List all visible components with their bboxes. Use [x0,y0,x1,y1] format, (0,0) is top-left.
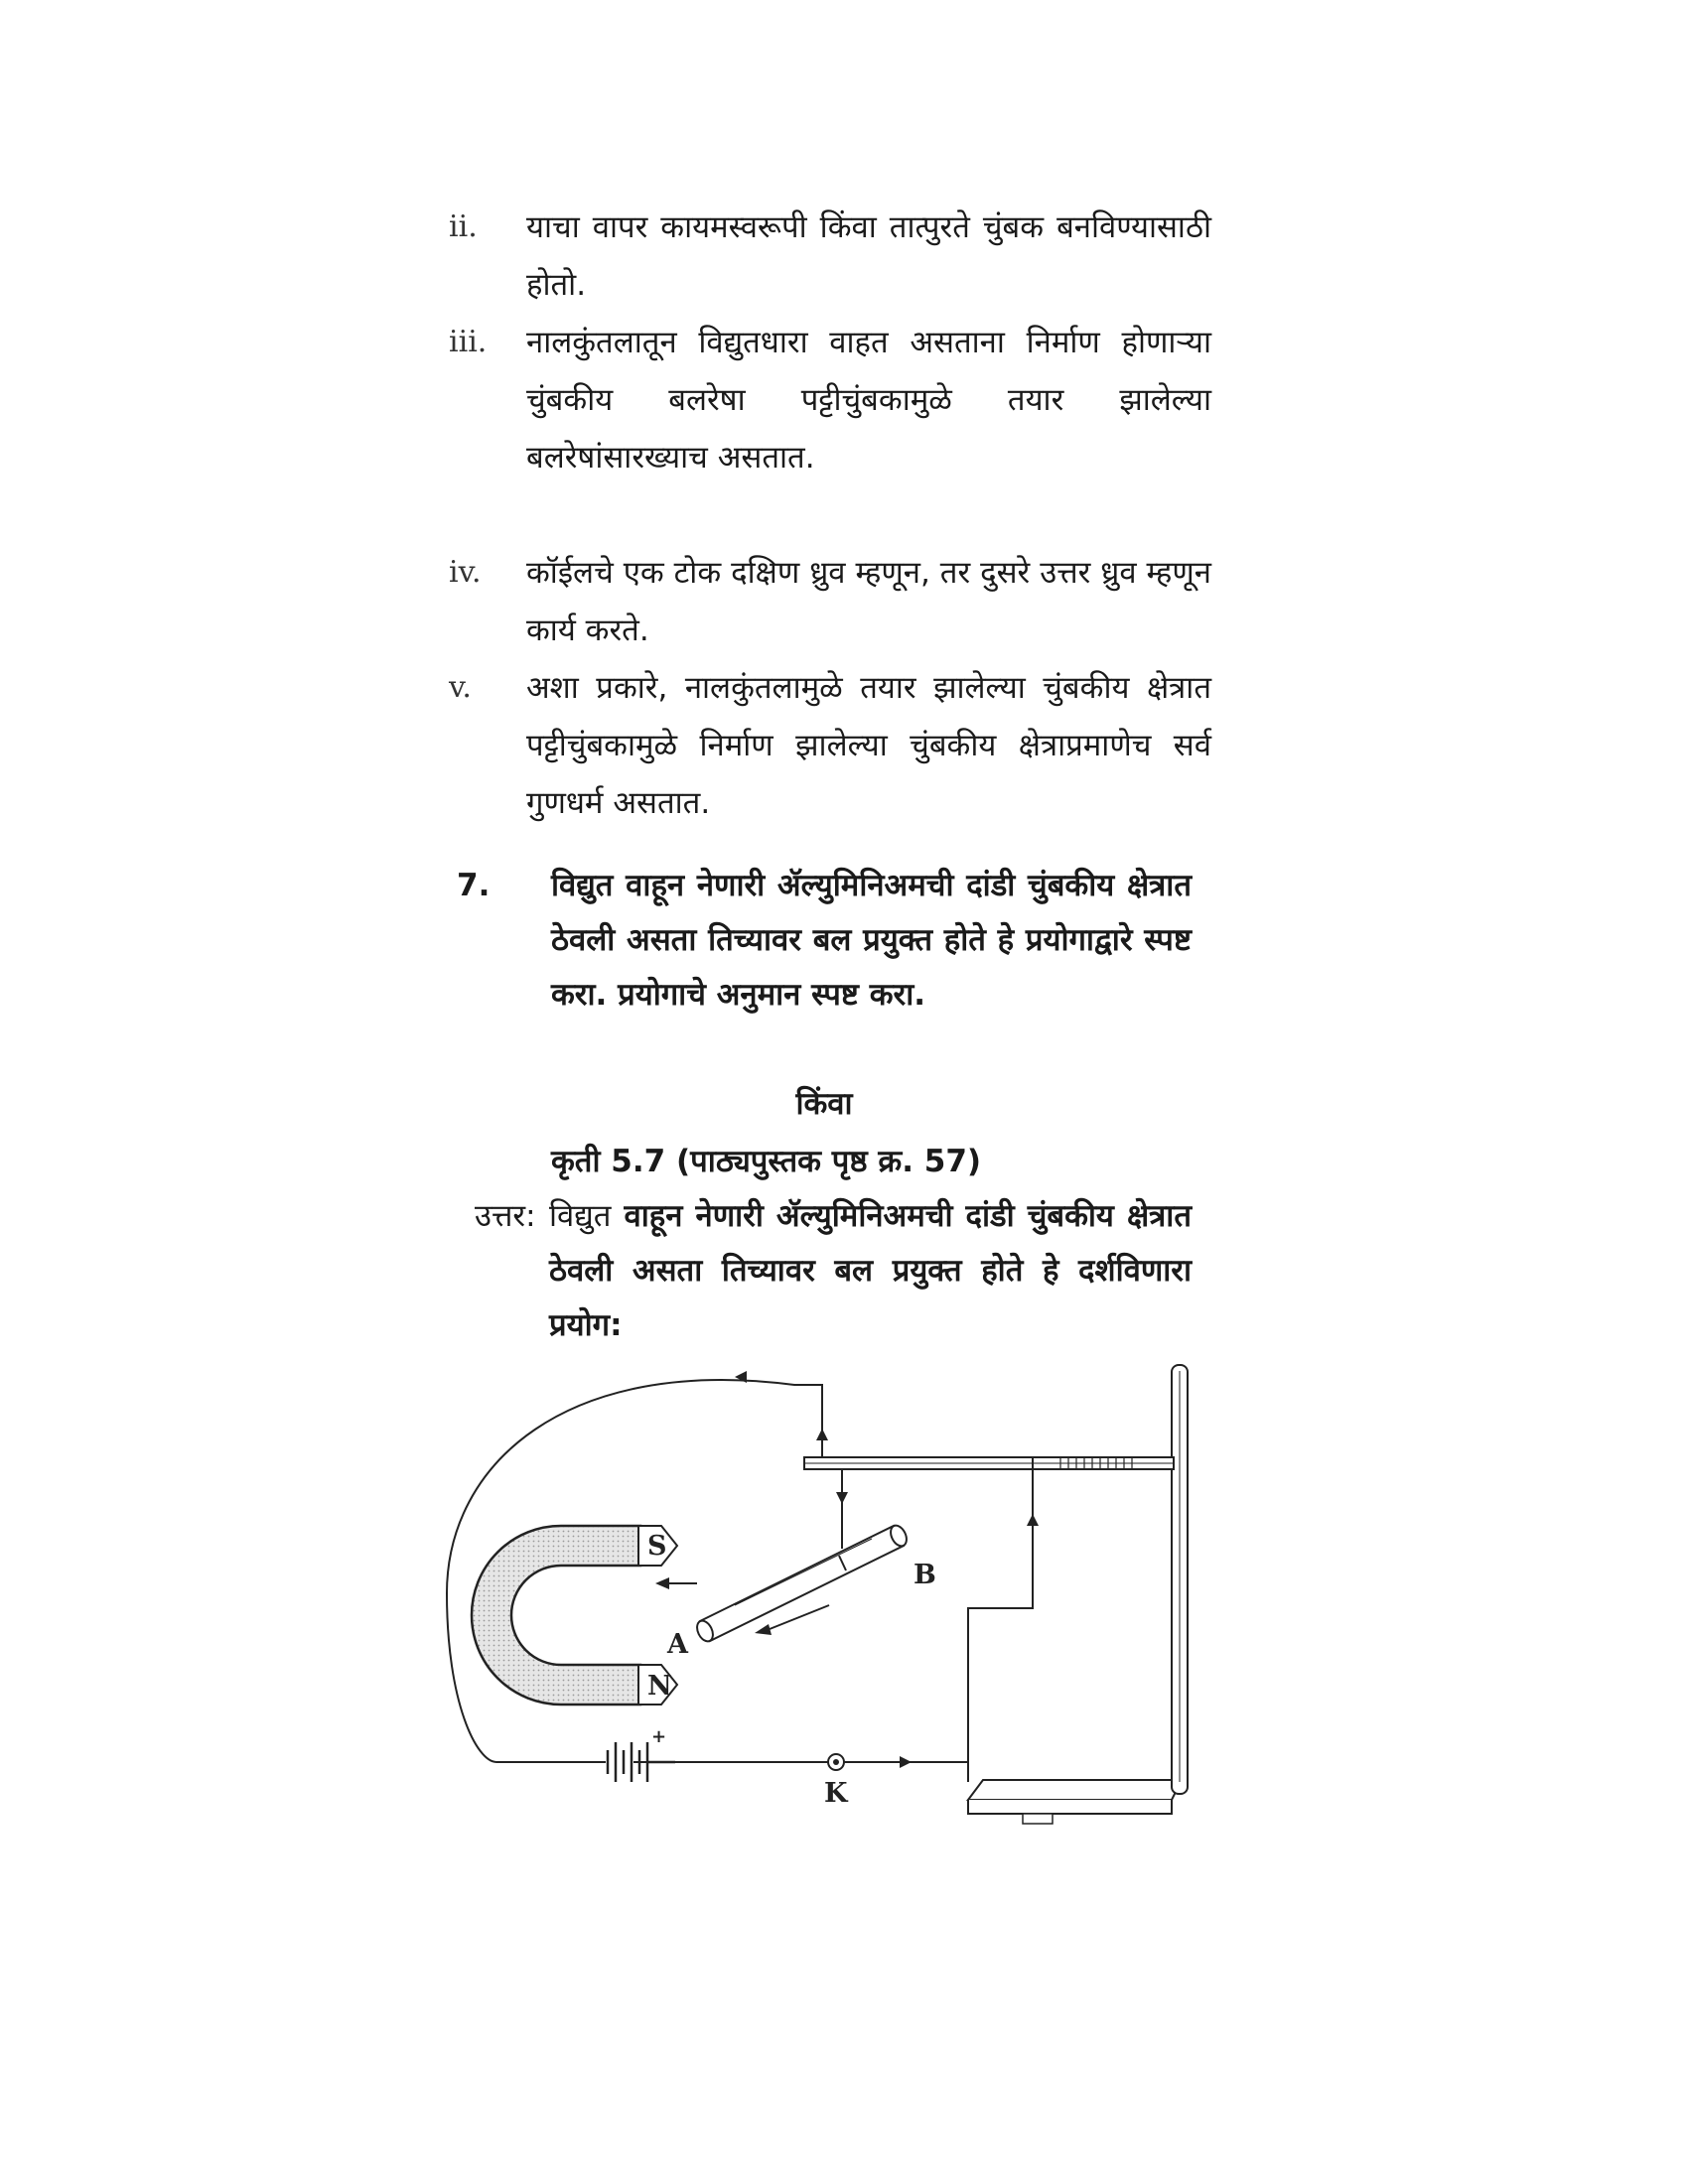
aluminium-rod [694,1523,910,1644]
experiment-figure [437,1345,1231,1861]
arrow-up-icon [1027,1514,1039,1526]
arrow-left-icon [655,1577,669,1589]
list-text: नालकुंतलातून विद्युतधारा वाहत असताना निर्माण होणाऱ्या चुंबकीय बलरेषा पट्टीचुंबकामुळे तयार झालेल्या बलरेषांसारख्याच असतात. [526,325,1211,476]
list-item-iii [449,314,1211,486]
circuit-wires [447,1380,1033,1782]
list-marker: iv. [449,555,482,590]
list-item-ii [449,199,1211,314]
activity-reference: कृती 5.7 (पाठ्यपुस्तक पृष्ठ क्र. 57) [551,1144,982,1179]
list-item-v [449,659,1211,832]
arrow-right-icon [900,1756,912,1768]
answer-label: उत्तर: [475,1198,536,1234]
stand [968,1365,1188,1824]
label-south: S [647,1531,667,1562]
arrow-left-icon [755,1624,772,1635]
list-item-iv [449,544,1211,659]
arrow-down-icon [836,1492,848,1504]
plug-key [828,1754,844,1770]
label-key: K [824,1778,848,1809]
horseshoe-magnet [472,1526,677,1705]
list-text: कॉईलचे एक टोक दक्षिण ध्रुव म्हणून, तर दुसरे उत्तर ध्रुव म्हणून कार्य करते. [526,555,1211,648]
question-number: 7. [457,868,491,903]
answer-lead: विद्युत [549,1198,612,1234]
answer-text [549,1189,1192,1353]
label-north: N [647,1671,672,1702]
question-text: विद्युत वाहून नेणारी ॲल्युमिनिअमची दांडी चुंबकीय क्षेत्रात ठेवली असता तिच्यावर बल प्रयुक्त होते हे प्रयोगाद्वारे स्पष्ट करा. प्रयोगाचे अनुमान स्पष्ट करा. [551,868,1192,1013]
arrow-up-icon [816,1429,828,1440]
list-marker: iii. [449,325,488,359]
answer-body: वाहून नेणारी ॲल्युमिनिअमची दांडी चुंबकीय क्षेत्रात ठेवली असता तिच्यावर बल प्रयुक्त होते हे दर्शविणारा प्रयोग: [549,1198,1192,1343]
or-heading: किंवा [795,1086,853,1122]
list-text: अशा प्रकारे, नालकुंतलामुळे तयार झालेल्या चुंबकीय क्षेत्रात पट्टीचुंबकामुळे निर्माण झालेल्या चुंबकीय क्षेत्राप्रमाणेच सर्व गुणधर्म असतात. [526,670,1211,821]
answer [475,1189,1192,1353]
label-end-a: A [667,1629,688,1660]
support-rod [804,1457,1174,1469]
list-marker: v. [449,670,472,705]
label-end-b: B [914,1560,936,1590]
label-plus: + [651,1726,667,1747]
question-7 [457,859,1192,1023]
list-marker: ii. [449,209,478,244]
list-text: याचा वापर कायमस्वरूपी किंवा तात्पुरते चुंबक बनविण्यासाठी होतो. [526,209,1211,303]
